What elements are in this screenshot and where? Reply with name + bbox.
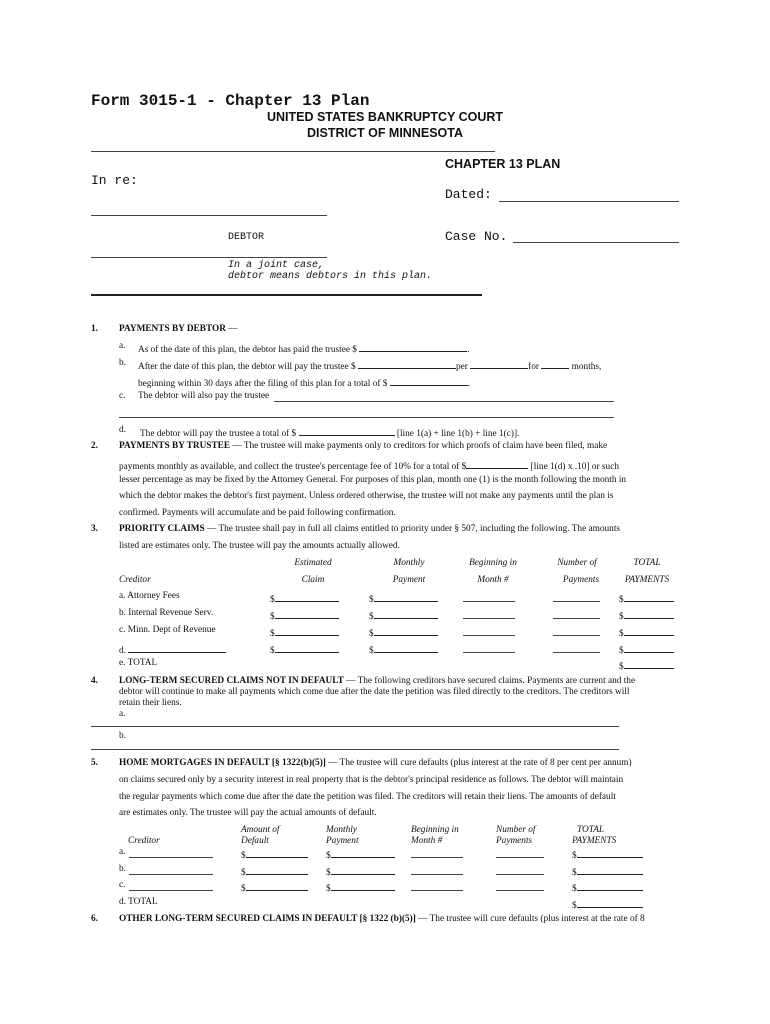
s5-col-amount: Amount of bbox=[241, 825, 280, 835]
s5-row-b-creditor-field[interactable] bbox=[129, 874, 213, 875]
s3-row-c-claim-field-row bbox=[270, 625, 339, 639]
in-re-label: In re: bbox=[91, 173, 138, 188]
s3-row-d-payments-field[interactable] bbox=[553, 652, 600, 653]
s3-total-field[interactable] bbox=[624, 658, 674, 669]
s3-row-c-payments-field[interactable] bbox=[553, 635, 600, 636]
s3-row-b-total-field[interactable] bbox=[624, 608, 674, 619]
s1-a-row: As of the date of this plan, the debtor has paid the trustee $ . bbox=[138, 341, 470, 355]
s3-row-c-payment-field-dollar: $ bbox=[369, 629, 374, 639]
s3-row-a-label: a. Attorney Fees bbox=[119, 591, 180, 601]
s3-row-a-payment-field[interactable] bbox=[374, 591, 438, 602]
s5-row-a-creditor-field[interactable] bbox=[129, 857, 213, 858]
s5-row-c-default-field[interactable] bbox=[246, 880, 308, 891]
s5-row-b-default-field[interactable] bbox=[246, 864, 308, 875]
section-4-line-1 bbox=[119, 676, 635, 686]
s3-col-claim: Claim bbox=[301, 575, 325, 585]
section-3-text-2: listed are estimates only. The trustee will pay the amounts actually allowed. bbox=[119, 541, 400, 551]
section-6-title: OTHER LONG-TERM SECURED CLAIMS IN DEFAULT [§ 1322 (b)(5)] bbox=[119, 914, 416, 924]
s3-row-b-payments-field[interactable] bbox=[553, 618, 600, 619]
form-title: Form 3015-1 - Chapter 13 Plan bbox=[91, 92, 370, 110]
s1-d-label: d. bbox=[119, 425, 126, 435]
debtor-name-field[interactable] bbox=[91, 215, 327, 216]
s5-row-a-label: a. bbox=[119, 847, 126, 857]
s1-c-field-1[interactable] bbox=[274, 401, 614, 402]
s3-row-d-payment-field[interactable] bbox=[374, 642, 438, 653]
s5-row-c-label: c. bbox=[119, 880, 126, 890]
s3-row-d-payment-field-dollar: $ bbox=[369, 646, 374, 656]
s1-b-amount-field[interactable] bbox=[358, 358, 456, 369]
s5-col-month: Month # bbox=[411, 836, 443, 846]
s1-c-label: c. bbox=[119, 391, 126, 401]
s5-row-c-total-field[interactable] bbox=[577, 880, 643, 891]
s3-total-label: e. TOTAL bbox=[119, 658, 158, 668]
s3-row-c-total-field-row bbox=[619, 625, 674, 639]
dated-label: Dated: bbox=[445, 187, 492, 202]
s3-row-b-label: b. Internal Revenue Serv. bbox=[119, 608, 214, 618]
s3-col-total: TOTAL bbox=[633, 558, 661, 568]
s5-row-a-payment-field-row bbox=[326, 847, 395, 861]
s3-row-d-payment-field-row bbox=[369, 642, 438, 656]
section-5-title: HOME MORTGAGES IN DEFAULT [§ 1322(b)(5)] bbox=[119, 758, 326, 768]
s3-row-d-prefix: d. bbox=[119, 646, 126, 656]
s3-row-c-label: c. Minn. Dept of Revenue bbox=[119, 625, 216, 635]
s5-total-field-row bbox=[572, 897, 643, 911]
section-1-number: 1. bbox=[91, 324, 98, 334]
court-name: UNITED STATES BANKRUPTCY COURT bbox=[266, 110, 504, 124]
s3-total-field-row bbox=[619, 658, 674, 672]
section-3-text-1: — The trustee shall pay in full all claims entitled to priority under § 507, including the following. The amounts bbox=[204, 524, 621, 534]
s3-row-a-month-field[interactable] bbox=[463, 601, 515, 602]
s3-col-number: Number of bbox=[557, 558, 597, 568]
section-2-line-1 bbox=[119, 441, 607, 451]
s1-b-per: per bbox=[455, 362, 468, 372]
joint-case-note-1: In a joint case, bbox=[228, 260, 325, 271]
s5-row-b-total-field[interactable] bbox=[577, 864, 643, 875]
s5-col-beginning: Beginning in bbox=[411, 825, 459, 835]
s5-row-b-total-field-dollar: $ bbox=[572, 868, 577, 878]
s5-col-number: Number of bbox=[496, 825, 536, 835]
s5-row-a-payment-field-dollar: $ bbox=[326, 851, 331, 861]
s5-row-b-default-field-row bbox=[241, 864, 308, 878]
s5-row-b-label: b. bbox=[119, 864, 126, 874]
s5-row-b-month-field[interactable] bbox=[411, 874, 463, 875]
s3-row-d-claim-field-row bbox=[270, 642, 339, 656]
s1-d-text: The debtor will pay the trustee a total of $ bbox=[140, 429, 297, 439]
s4-b-label: b. bbox=[119, 731, 126, 741]
s5-col-payment: Payment bbox=[326, 836, 359, 846]
s3-total-dollar: $ bbox=[619, 662, 624, 672]
section-1-dash: — bbox=[225, 324, 238, 334]
section-2-text-4: which the debtor makes the debtor's first payment. Unless ordered otherwise, the trustee will not make any payments until the plan is bbox=[119, 491, 614, 501]
section-4-title: LONG-TERM SECURED CLAIMS NOT IN DEFAULT bbox=[119, 676, 344, 686]
s1-b-cont-row: beginning within 30 days after the filing of this plan for a total of $ . bbox=[138, 375, 470, 389]
case-no-label: Case No. bbox=[445, 229, 508, 244]
s3-row-a-payments-field[interactable] bbox=[553, 601, 600, 602]
s3-row-a-payment-field-row bbox=[369, 591, 438, 605]
s1-b-text: After the date of this plan, the debtor will pay the trustee $ bbox=[138, 362, 356, 372]
s3-row-c-month-field[interactable] bbox=[463, 635, 515, 636]
s3-row-d-label bbox=[119, 642, 226, 656]
section-4-text-2: debtor will continue to make all payments which come due after the date the petition was filed directly to the creditors. The creditors will bbox=[119, 687, 630, 697]
section-2-text-2b: [line 1(d) x .10] or such bbox=[528, 462, 619, 472]
s3-row-b-payment-field-dollar: $ bbox=[369, 612, 374, 622]
s5-row-b-total-field-row bbox=[572, 864, 643, 878]
section-5-number: 5. bbox=[91, 758, 98, 768]
s3-row-b-payment-field[interactable] bbox=[374, 608, 438, 619]
s5-col-monthly: Monthly bbox=[326, 825, 357, 835]
s5-row-a-payment-field[interactable] bbox=[331, 847, 395, 858]
header-bottom-rule bbox=[91, 294, 482, 296]
section-3-line-1 bbox=[119, 524, 620, 534]
s3-row-b-claim-field-row bbox=[270, 608, 339, 622]
s1-c-field-2[interactable] bbox=[119, 417, 614, 418]
s1-b-row bbox=[138, 358, 601, 372]
s3-row-a-total-field-row bbox=[619, 591, 674, 605]
section-1-heading bbox=[119, 324, 238, 334]
s5-col-total: TOTAL bbox=[577, 825, 605, 835]
section-5-text-3: the regular payments which come due after the date the petition was filed. The creditors will retain their liens. The amounts of default bbox=[119, 792, 616, 802]
s1-d-amount-field[interactable] bbox=[299, 425, 395, 436]
s3-col-total-payments: PAYMENTS bbox=[624, 575, 670, 585]
s3-row-c-total-field-dollar: $ bbox=[619, 629, 624, 639]
s5-row-c-payment-field-row bbox=[326, 880, 395, 894]
section-2-text-5: confirmed. Payments will accumulate and be paid following confirmation. bbox=[119, 508, 396, 518]
section-2-number: 2. bbox=[91, 441, 98, 451]
s5-col-total-payments: PAYMENTS bbox=[572, 836, 617, 846]
s3-row-d-month-field[interactable] bbox=[463, 652, 515, 653]
s5-row-a-default-field[interactable] bbox=[246, 847, 308, 858]
section-2-title: PAYMENTS BY TRUSTEE bbox=[119, 441, 231, 451]
s5-row-b-payment-field-row bbox=[326, 864, 395, 878]
dated-field[interactable] bbox=[499, 201, 679, 202]
section-2-text-3: lesser percentage as may be fixed by the Attorney General. For purposes of this plan, month one (1) is the month following the month in bbox=[119, 475, 627, 485]
s3-row-c-claim-field-dollar: $ bbox=[270, 629, 275, 639]
s3-row-b-claim-field-dollar: $ bbox=[270, 612, 275, 622]
s5-total-field[interactable] bbox=[577, 897, 643, 908]
section-5-text-1: — The trustee will cure defaults (plus interest at the rate of 8 per cent per annum) bbox=[325, 758, 632, 768]
section-1-title: PAYMENTS BY DEBTOR bbox=[119, 324, 226, 334]
court-district: DISTRICT OF MINNESOTA bbox=[306, 126, 463, 140]
s1-b-period-field[interactable] bbox=[470, 358, 528, 369]
s1-b-total-field[interactable] bbox=[390, 375, 468, 386]
s3-row-a-payment-field-dollar: $ bbox=[369, 595, 374, 605]
s5-row-c-total-field-dollar: $ bbox=[572, 884, 577, 894]
s3-row-c-total-field[interactable] bbox=[624, 625, 674, 636]
s3-row-b-claim-field[interactable] bbox=[275, 608, 339, 619]
s2-fee-field[interactable] bbox=[466, 458, 528, 469]
s3-col-creditor: Creditor bbox=[119, 575, 151, 585]
s3-row-d-claim-field-dollar: $ bbox=[270, 646, 275, 656]
s3-row-a-total-field-dollar: $ bbox=[619, 595, 624, 605]
s5-row-c-creditor-field[interactable] bbox=[129, 890, 213, 891]
section-6-number: 6. bbox=[91, 914, 98, 924]
s1-c-text: The debtor will also pay the trustee bbox=[138, 391, 270, 401]
s5-row-c-default-field-dollar: $ bbox=[241, 884, 246, 894]
s1-b-for: for bbox=[528, 362, 540, 372]
s3-col-payments: Payments bbox=[562, 575, 600, 585]
s5-row-c-payments-field[interactable] bbox=[496, 890, 544, 891]
section-6-text-1: — The trustee will cure defaults (plus interest at the rate of 8 bbox=[415, 914, 645, 924]
case-no-field[interactable] bbox=[513, 242, 679, 243]
s4-b-field[interactable] bbox=[91, 749, 619, 750]
plan-title: CHAPTER 13 PLAN bbox=[445, 157, 561, 171]
s1-a-text: As of the date of this plan, the debtor has paid the trustee $ bbox=[138, 345, 357, 355]
s1-b-cont: beginning within 30 days after the filing of this plan for a total of $ bbox=[138, 379, 388, 389]
section-5-text-4: are estimates only. The trustee will pay the actual amounts of default. bbox=[119, 808, 377, 818]
s3-row-d-claim-field[interactable] bbox=[275, 642, 339, 653]
s5-row-a-total-field-row bbox=[572, 847, 643, 861]
section-3-title: PRIORITY CLAIMS bbox=[119, 524, 205, 534]
s5-row-b-payments-field[interactable] bbox=[496, 874, 544, 875]
s3-row-c-payment-field[interactable] bbox=[374, 625, 438, 636]
s1-b-label: b. bbox=[119, 358, 126, 368]
s3-col-estimated: Estimated bbox=[294, 558, 332, 568]
s5-row-a-total-field[interactable] bbox=[577, 847, 643, 858]
s1-d-row bbox=[140, 425, 519, 439]
s5-row-b-payment-field[interactable] bbox=[331, 864, 395, 875]
s5-row-c-total-field-row bbox=[572, 880, 643, 894]
s3-row-b-total-field-row bbox=[619, 608, 674, 622]
s5-row-b-payment-field-dollar: $ bbox=[326, 868, 331, 878]
section-2-text-2a: payments monthly as available, and collect the trustee's percentage fee of 10% for a total of $ bbox=[119, 462, 467, 472]
section-4-text-1: — The following creditors have secured claims. Payments are current and the bbox=[343, 676, 636, 686]
s4-a-field[interactable] bbox=[91, 726, 619, 727]
s5-row-a-default-field-row bbox=[241, 847, 308, 861]
s3-col-monthly: Monthly bbox=[393, 558, 425, 568]
s5-col-creditor: Creditor bbox=[128, 836, 160, 846]
s1-b-months-field[interactable] bbox=[541, 358, 569, 369]
section-2-line-2 bbox=[119, 458, 619, 472]
s3-row-d-total-field[interactable] bbox=[624, 642, 674, 653]
s5-col-payments: Payments bbox=[496, 836, 533, 846]
s3-row-c-claim-field[interactable] bbox=[275, 625, 339, 636]
s5-row-c-payment-field[interactable] bbox=[331, 880, 395, 891]
s3-row-a-claim-field[interactable] bbox=[275, 591, 339, 602]
section-6-line-1 bbox=[119, 914, 645, 924]
s5-row-a-default-field-dollar: $ bbox=[241, 851, 246, 861]
section-3-number: 3. bbox=[91, 524, 98, 534]
section-5-line-1 bbox=[119, 758, 632, 768]
s3-row-d-total-field-row bbox=[619, 642, 674, 656]
s1-a-amount-field[interactable] bbox=[359, 341, 467, 352]
section-4-text-3: retain their liens. bbox=[119, 698, 182, 708]
s5-col-default: Default bbox=[241, 836, 269, 846]
section-4-number: 4. bbox=[91, 676, 98, 686]
s3-row-b-payment-field-row bbox=[369, 608, 438, 622]
s3-col-beginning: Beginning in bbox=[469, 558, 517, 568]
s5-row-a-payments-field[interactable] bbox=[496, 857, 544, 858]
joint-debtor-field[interactable] bbox=[91, 257, 327, 258]
section-5-text-2: on claims secured only by a security interest in real property that is the debtor's principal residence as follows. The debtor will maintain bbox=[119, 775, 624, 785]
s3-col-month: Month # bbox=[477, 575, 509, 585]
s3-row-a-claim-field-row bbox=[270, 591, 339, 605]
s5-total-dollar: $ bbox=[572, 901, 577, 911]
s5-row-c-month-field[interactable] bbox=[411, 890, 463, 891]
s3-row-b-month-field[interactable] bbox=[463, 618, 515, 619]
s1-a-label: a. bbox=[119, 341, 126, 351]
s5-row-a-month-field[interactable] bbox=[411, 857, 463, 858]
s3-row-c-payment-field-row bbox=[369, 625, 438, 639]
joint-case-note-2: debtor means debtors in this plan. bbox=[228, 271, 433, 282]
s5-row-b-default-field-dollar: $ bbox=[241, 868, 246, 878]
s1-b-months: months, bbox=[571, 362, 602, 372]
s3-row-a-total-field[interactable] bbox=[624, 591, 674, 602]
s1-d-tail: [line 1(a) + line 1(b) + line 1(c)]. bbox=[396, 429, 520, 439]
s3-row-d-creditor-field[interactable] bbox=[128, 642, 226, 653]
s3-row-d-total-field-dollar: $ bbox=[619, 646, 624, 656]
s5-row-c-payment-field-dollar: $ bbox=[326, 884, 331, 894]
s5-total-label: d. TOTAL bbox=[119, 897, 158, 907]
s3-row-a-claim-field-dollar: $ bbox=[270, 595, 275, 605]
s5-row-c-default-field-row bbox=[241, 880, 308, 894]
s5-row-a-total-field-dollar: $ bbox=[572, 851, 577, 861]
s3-col-payment: Payment bbox=[392, 575, 426, 585]
header-divider bbox=[91, 151, 495, 152]
s3-row-b-total-field-dollar: $ bbox=[619, 612, 624, 622]
debtor-label: DEBTOR bbox=[228, 232, 265, 243]
s4-a-label: a. bbox=[119, 709, 126, 719]
section-2-text-1: — The trustee will make payments only to creditors for which proofs of claim have been filed, make bbox=[230, 441, 608, 451]
